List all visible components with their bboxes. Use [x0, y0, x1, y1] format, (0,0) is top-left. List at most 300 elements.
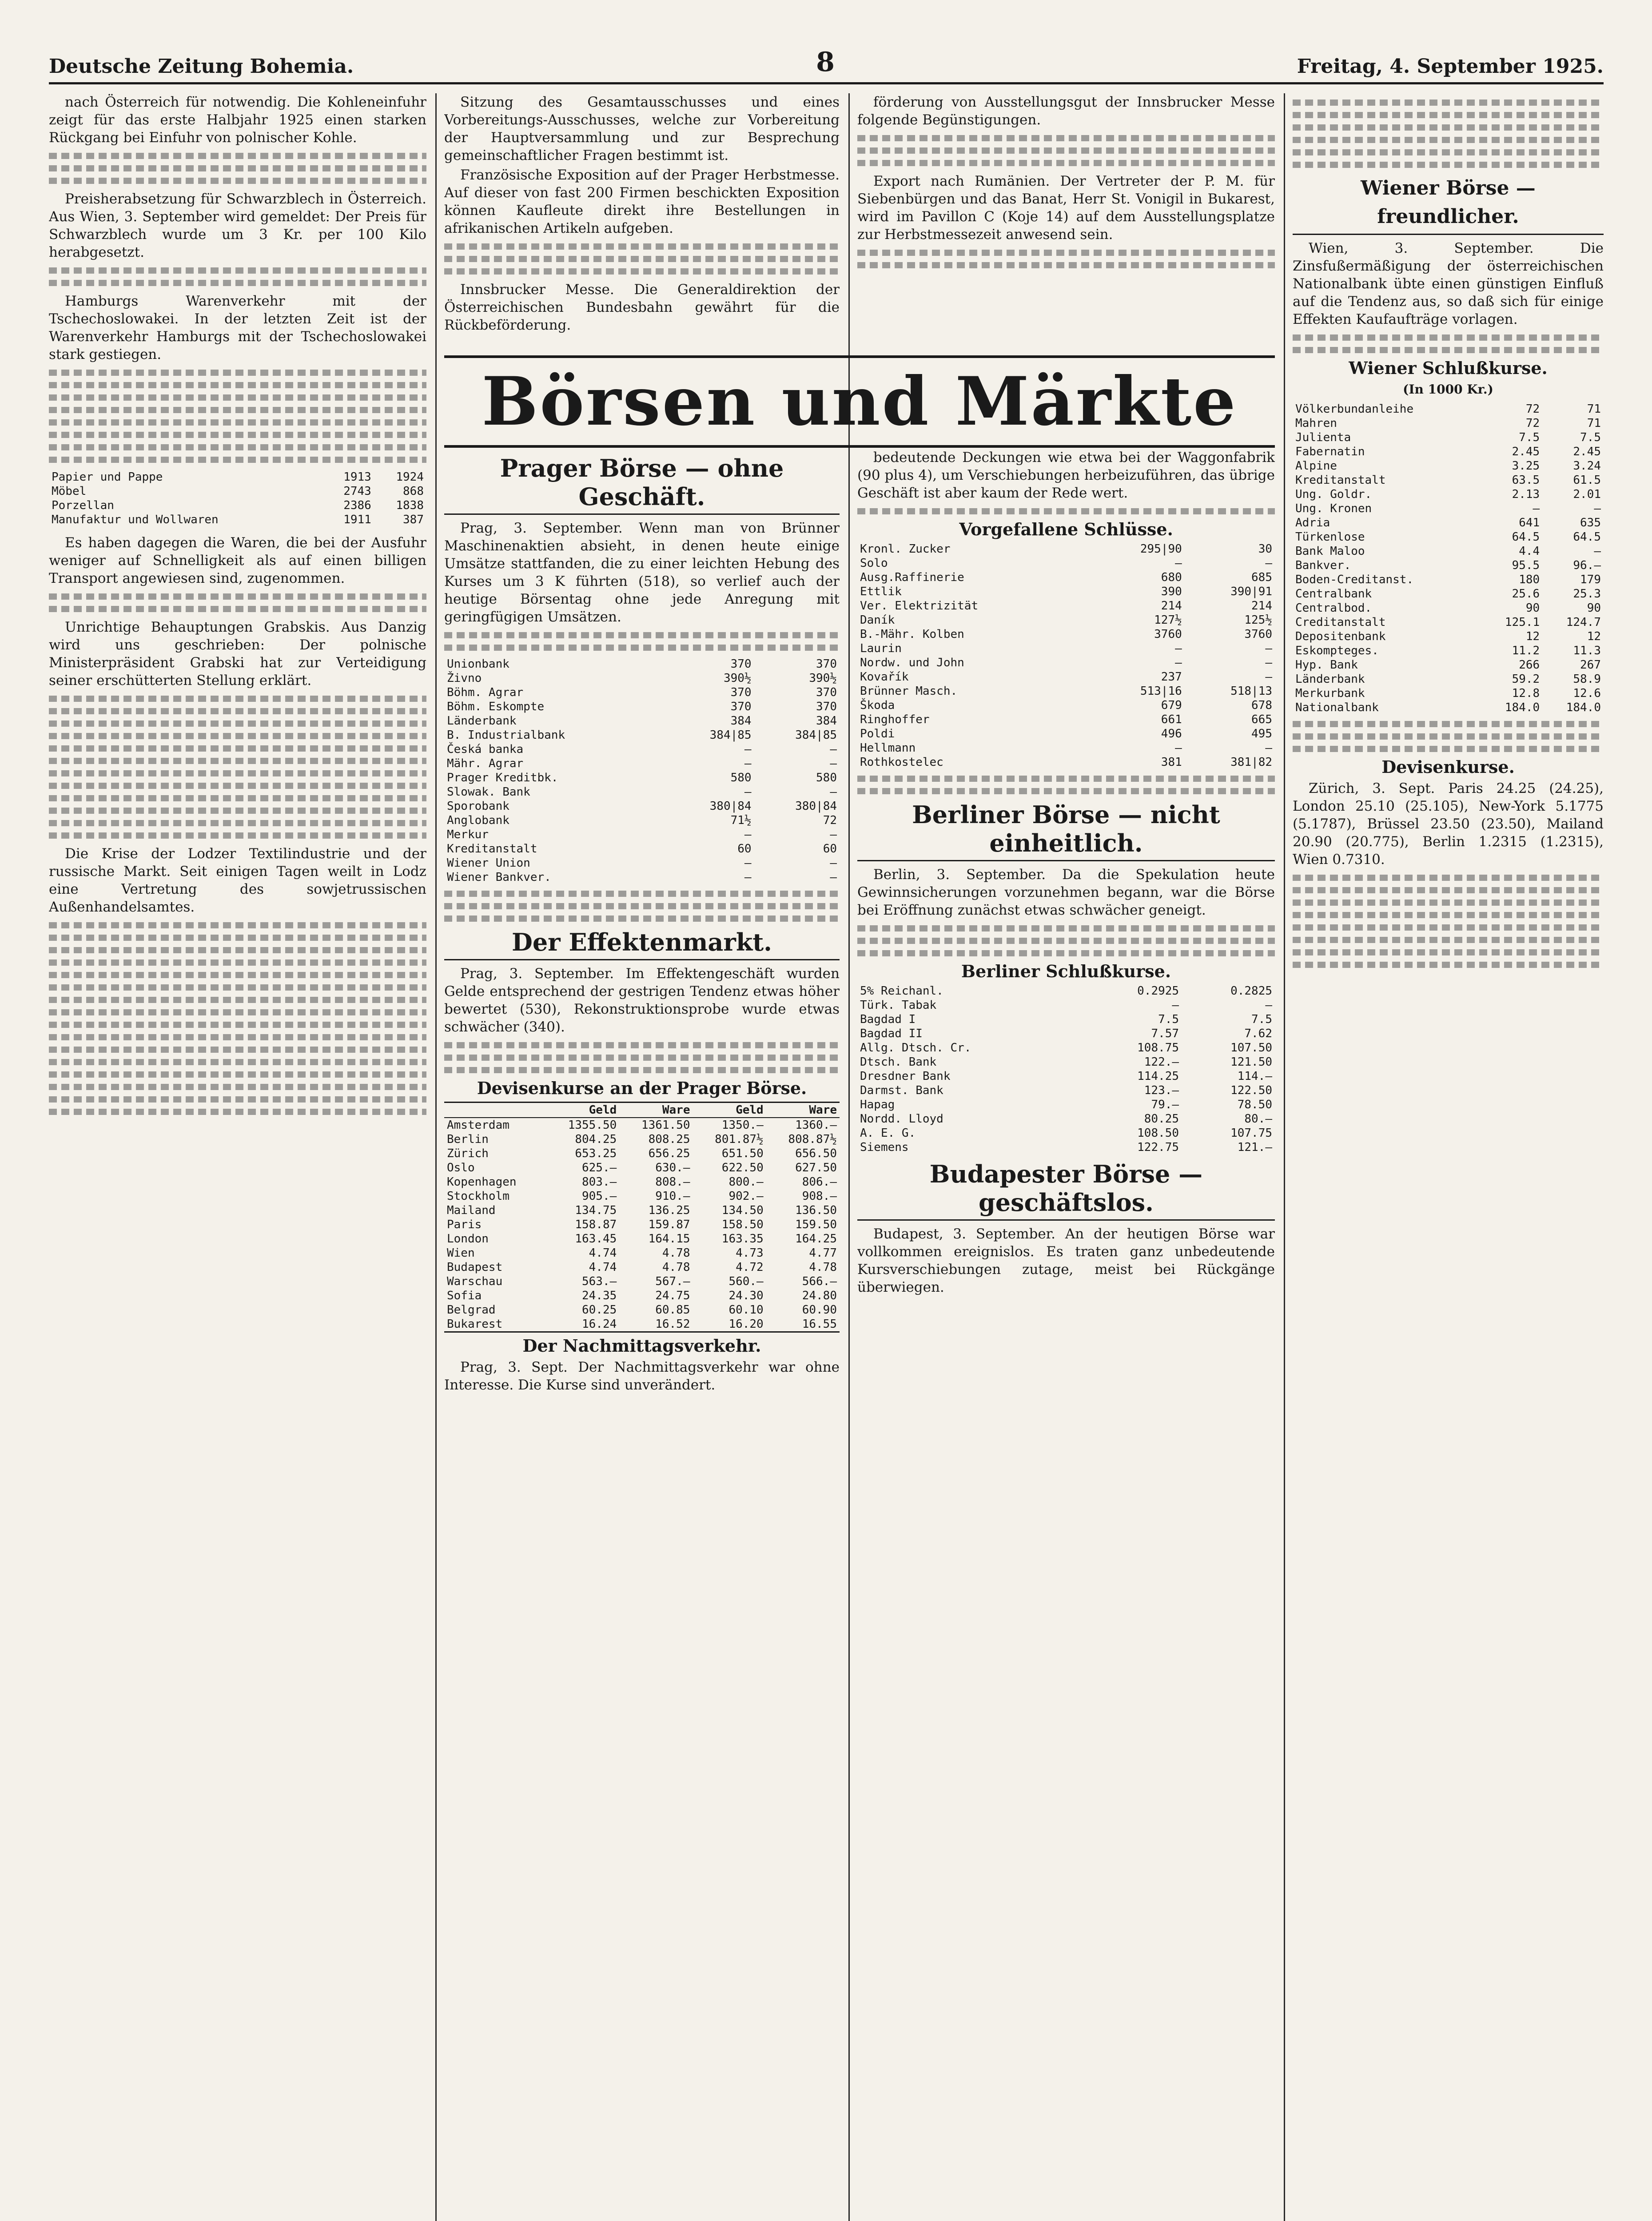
table-cell: 381|82	[1230, 756, 1272, 769]
table-row	[1293, 644, 1604, 658]
table-row	[1293, 601, 1604, 615]
table-cell: 180	[1519, 573, 1540, 586]
table-row	[857, 613, 1275, 627]
table-cell: 653.25	[575, 1147, 617, 1160]
table-cell: 72	[1525, 417, 1540, 430]
table-cell: Rothkostelec	[860, 756, 943, 769]
table-cell: Merkurbank	[1295, 687, 1365, 700]
table-cell: Länderbank	[1295, 673, 1365, 686]
berlin-schluss-heading: Berliner Schlußkurse.	[961, 961, 1171, 981]
table-cell: 72	[823, 814, 837, 827]
table-cell: 567.—	[655, 1275, 690, 1288]
issue-date: Freitag, 4. September 1925.	[1297, 55, 1604, 78]
table-cell: —	[1175, 741, 1182, 755]
table-cell: Sporobank	[447, 800, 510, 813]
table-cell: —	[744, 757, 752, 770]
article-paragraph: Berlin, 3. September. Da die Spekulation heute Gewinnsicherungen vorzunehmen begann, war die Börse bei Eröffnung zunächst etwas schwächer geneigt.	[857, 867, 1275, 918]
table-row	[1293, 587, 1604, 601]
table-cell: 71½	[730, 814, 752, 827]
table-cell: 563.—	[582, 1275, 617, 1288]
table-cell: 1361.50	[641, 1118, 690, 1132]
table-cell: —	[1265, 999, 1272, 1012]
table-row	[444, 771, 840, 785]
table-cell: 12	[1525, 630, 1540, 643]
table-cell: 12	[1587, 630, 1601, 643]
table-cell: Slowak. Bank	[447, 785, 530, 799]
table-cell: 808.—	[655, 1175, 690, 1189]
article-paragraph: Es haben dagegen die Waren, die bei der Ausfuhr weniger auf Schnelligkeit als auf einen billigen Transport angewiesen sind, zugenommen.	[49, 535, 426, 586]
prague-heading: Prager Börse — ohne Geschäft.	[444, 454, 840, 515]
table-cell: 163.45	[575, 1232, 617, 1246]
table-cell: 121.—	[1237, 1141, 1272, 1154]
table-cell: 134.75	[575, 1204, 617, 1217]
table-row	[1293, 487, 1604, 502]
table-row	[1293, 544, 1604, 558]
table-cell: Amsterdam	[447, 1118, 510, 1132]
table-cell: 122.—	[1144, 1055, 1179, 1069]
article-paragraph: Preisherabsetzung für Schwarzblech in Österreich. Aus Wien, 3. September wird gemeldet: Der Preis für Schwarzblech wurde um 3 Kr. per 100 Kilo herabgesetzt.	[49, 191, 426, 260]
table-cell: 90	[1587, 601, 1601, 615]
table-cell: 7.5	[1158, 1013, 1179, 1026]
schluesse-table	[444, 657, 840, 884]
table-row	[444, 785, 840, 799]
berlin-heading: Berliner Börse — nicht einheitlich.	[857, 800, 1275, 861]
table-cell: 295|90	[1140, 542, 1182, 556]
table-cell: 136.50	[795, 1204, 837, 1217]
table-cell: 1355.50	[568, 1118, 617, 1132]
table-row	[1293, 558, 1604, 573]
table-cell: Bagdad I	[860, 1013, 916, 1026]
table-cell: —	[1265, 642, 1272, 655]
table-row	[1293, 502, 1604, 516]
table-cell: 71	[1587, 402, 1601, 416]
table-cell: 806.—	[802, 1175, 837, 1189]
table-cell: 680	[1161, 571, 1182, 584]
table-cell: —	[830, 785, 837, 799]
table-cell: —	[1265, 670, 1272, 684]
table-cell: 808.25	[648, 1133, 690, 1146]
table-cell: 125½	[1244, 613, 1272, 627]
table-row	[857, 556, 1275, 570]
table-cell: 380|84	[709, 800, 752, 813]
table-cell: —	[1172, 999, 1179, 1012]
table-cell: 7.5	[1519, 431, 1540, 444]
table-row	[1293, 658, 1604, 672]
table-cell: 656.25	[648, 1147, 690, 1160]
devisen-table	[444, 1103, 840, 1331]
table-cell: 4.78	[662, 1261, 690, 1274]
table-cell: 158.87	[575, 1218, 617, 1231]
table-cell: Bank Maloo	[1295, 545, 1365, 558]
table-row	[857, 1126, 1275, 1140]
table-cell: 580	[816, 771, 837, 784]
column-3-top	[857, 93, 1275, 351]
table-row	[857, 684, 1275, 698]
table-row	[444, 714, 840, 728]
table-cell: —	[1265, 656, 1272, 669]
table-cell: 370	[730, 686, 752, 699]
table-cell: 635	[1580, 516, 1601, 529]
article-paragraph: Budapest, 3. September. An der heutigen Börse war vollkommen ereignislos. Es traten ganz unbedeutende Kursverschiebungen zutage, meist bei Rückgänge überwiegen.	[857, 1226, 1275, 1295]
table-cell: 513|16	[1140, 685, 1182, 698]
table-cell: Hapag	[860, 1098, 895, 1111]
table-cell: Prager Kreditbk.	[447, 771, 558, 784]
table-cell: 630.—	[655, 1161, 690, 1174]
table-cell: 114.—	[1237, 1070, 1272, 1083]
article-paragraph: Französische Exposition auf der Prager Herbstmesse. Auf dieser von fast 200 Firmen beschickten Exposition können Kaufleute direkt ihre Bestellungen in afrikanischen Artikeln aufgeben.	[444, 167, 840, 236]
table-row	[857, 712, 1275, 727]
column-header: Ware	[766, 1103, 840, 1118]
table-cell: Unionbank	[447, 657, 510, 671]
table-cell: —	[1265, 557, 1272, 570]
table-row	[857, 570, 1275, 585]
table-cell: 60.25	[582, 1303, 617, 1317]
table-cell: 384|85	[795, 728, 837, 742]
table-cell: Hellmann	[860, 741, 916, 755]
table-row	[444, 856, 840, 870]
table-cell: Kreditanstalt	[447, 842, 537, 856]
table-cell: 122.50	[1230, 1084, 1272, 1097]
table-cell: Adria	[1295, 516, 1330, 529]
table-cell: B.-Mähr. Kolben	[860, 628, 964, 641]
column-header	[444, 1103, 546, 1118]
table-cell: Mahren	[1295, 417, 1337, 430]
table-cell: 908.—	[802, 1190, 837, 1203]
table-cell: Poldi	[860, 727, 895, 740]
table-cell: 78.50	[1237, 1098, 1272, 1111]
table-row	[857, 1112, 1275, 1126]
table-cell: Budapest	[447, 1261, 503, 1274]
table-cell: 64.5	[1512, 530, 1540, 544]
column-rule	[1284, 93, 1285, 2221]
table-cell: 560.—	[728, 1275, 764, 1288]
column-header: Geld	[546, 1103, 619, 1118]
table-row: Porzellan 2386 1838	[52, 499, 424, 512]
table-row	[857, 998, 1275, 1012]
table-row	[444, 742, 840, 756]
table-row	[444, 700, 840, 714]
table-cell: 4.73	[736, 1246, 764, 1260]
table-cell: —	[744, 743, 752, 756]
table-cell: 4.74	[589, 1261, 617, 1274]
table-row	[857, 698, 1275, 712]
table-cell: 25.3	[1573, 587, 1601, 601]
table-cell: 566.—	[802, 1275, 837, 1288]
table-cell: 800.—	[728, 1175, 764, 1189]
table-row	[857, 1041, 1275, 1055]
table-cell: Centralbod.	[1295, 601, 1372, 615]
article-paragraph: Export nach Rumänien. Der Vertreter der P. M. für Siebenbürgen und das Banat, Herr St. Vonigil in Bukarest, wird im Pavillon C (Koje 14) auf dem Ausstellungsplatze zur Herbstmessezeit anwesend sein.	[857, 173, 1275, 243]
table-row	[1293, 573, 1604, 587]
table-row	[444, 1260, 840, 1274]
table-cell: 2.13	[1512, 488, 1540, 501]
table-row	[857, 741, 1275, 755]
table-cell: Nordw. und John	[860, 656, 964, 669]
table-cell: Dresdner Bank	[860, 1070, 951, 1083]
table-cell: —	[1175, 656, 1182, 669]
table-cell: 384	[816, 714, 837, 728]
table-cell: 2.01	[1573, 488, 1601, 501]
table-cell: Wien	[447, 1246, 475, 1260]
table-cell: 71	[1587, 417, 1601, 430]
paper-name: Deutsche Zeitung Bohemia.	[49, 55, 354, 78]
article-paragraph: förderung von Ausstellungsgut der Innsbrucker Messe folgende Begünstigungen.	[857, 94, 1275, 128]
table-row	[444, 1232, 840, 1246]
table-cell: 641	[1519, 516, 1540, 529]
table-cell: 60.90	[802, 1303, 837, 1317]
table-cell: 214	[1161, 599, 1182, 613]
table-row	[857, 585, 1275, 599]
table-cell: 12.6	[1573, 687, 1601, 700]
table-cell: 390	[1161, 585, 1182, 598]
table-row	[857, 1069, 1275, 1083]
table-cell: 4.77	[809, 1246, 837, 1260]
table-row	[444, 1203, 840, 1218]
table-cell: 370	[816, 657, 837, 671]
table-cell: 3760	[1244, 628, 1272, 641]
table-cell: 496	[1161, 727, 1182, 740]
table-cell: 4.72	[736, 1261, 764, 1274]
table-cell: Boden-Creditanst.	[1295, 573, 1414, 586]
table-cell: 2.45	[1573, 445, 1601, 458]
table-cell: Eskompteges.	[1295, 644, 1379, 657]
table-row	[1293, 629, 1604, 644]
table-cell: Oslo	[447, 1161, 475, 1174]
table-cell: 60	[823, 842, 837, 856]
table-cell: Creditanstalt	[1295, 616, 1386, 629]
table-row	[444, 813, 840, 828]
table-cell: 380|84	[795, 800, 837, 813]
table-cell: 910.—	[655, 1190, 690, 1203]
article-paragraph: Prag, 3. September. Wenn man von Brünner Maschinenaktien absieht, in denen heute einige Umsätze stattfanden, die zu einer leichten Hebung des Kurses um 3 K führten (518), so verlief auch der heutige Börsentag ohne jede Anregung mit geringfügigen Umsätzen.	[444, 520, 840, 625]
wien-heading: Wiener Börse — freundlicher.	[1293, 174, 1604, 235]
table-cell: Laurin	[860, 642, 902, 655]
table-cell: 266	[1519, 658, 1540, 672]
table-row	[857, 1140, 1275, 1154]
table-cell: 627.50	[795, 1161, 837, 1174]
table-cell: Länderbank	[447, 714, 517, 728]
table-cell: Böhm. Agrar	[447, 686, 524, 699]
table-cell: 518|13	[1230, 685, 1272, 698]
table-cell: 72	[1525, 402, 1540, 416]
table-cell: 804.25	[575, 1133, 617, 1146]
column-header: Ware	[619, 1103, 693, 1118]
table-cell: 159.87	[648, 1218, 690, 1231]
article-paragraph: Unrichtige Behauptungen Grabskis. Aus Danzig wird uns geschrieben: Der polnische Ministerpräsident Grabski hat zur Verteidigung seiner erschütterten Stellung erklärt.	[49, 619, 426, 689]
table-cell: 237	[1161, 670, 1182, 684]
masthead	[49, 49, 1604, 84]
table-row	[1293, 516, 1604, 530]
table-cell: 163.35	[721, 1232, 764, 1246]
table-cell: 390|91	[1230, 585, 1272, 598]
wien-table	[1293, 402, 1604, 715]
table-cell: 63.5	[1512, 474, 1540, 487]
table-cell: 801.87½	[715, 1133, 764, 1146]
column-header: Geld	[693, 1103, 766, 1118]
table-row: Manufaktur und Wollwaren 1911 387	[52, 513, 424, 526]
table-cell: 24.30	[728, 1289, 764, 1302]
table-cell: Kovařík	[860, 670, 909, 684]
prague-section	[444, 449, 840, 2221]
table-row	[1293, 701, 1604, 715]
table-cell: 11.2	[1512, 644, 1540, 657]
table-row	[444, 728, 840, 742]
table-cell: 107.50	[1230, 1041, 1272, 1055]
table-cell: 184.0	[1505, 701, 1540, 714]
table-row	[444, 1118, 840, 1132]
table-row	[444, 870, 840, 884]
table-cell: 124.7	[1566, 616, 1601, 629]
table-cell: 4.4	[1519, 545, 1540, 558]
article-paragraph: Sitzung des Gesamtausschusses und eines Vorbereitungs-Ausschusses, welche zur Vorbereitung der Hauptversammlung und zur Besprechung gemeinschaftlicher Fragen bestimmt ist.	[444, 94, 840, 163]
table-row	[444, 1274, 840, 1289]
table-cell: Bukarest	[447, 1317, 503, 1331]
article-paragraph: bedeutende Deckungen wie etwa bei der Waggonfabrik (90 plus 4), um Verschiebungen herbeizuführen, das übrige Geschäft ist aber kaum der Rede wert.	[857, 450, 1275, 501]
table-cell: —	[1594, 545, 1601, 558]
table-cell: 30	[1258, 542, 1272, 556]
table-row	[444, 1303, 840, 1317]
table-row	[857, 755, 1275, 769]
table-cell: 59.2	[1512, 673, 1540, 686]
table-cell: —	[1175, 557, 1182, 570]
table-cell: 4.74	[589, 1246, 617, 1260]
table-row	[1293, 430, 1604, 445]
table-row	[444, 1161, 840, 1175]
table-cell: Paris	[447, 1218, 482, 1231]
table-cell: 4.78	[809, 1261, 837, 1274]
table-cell: 651.50	[721, 1147, 764, 1160]
table-cell: —	[1533, 502, 1540, 515]
table-row	[444, 671, 840, 685]
table-cell: 384	[730, 714, 752, 728]
section-title: Börsen und Märkte	[444, 355, 1275, 448]
table-cell: Mailand	[447, 1204, 496, 1217]
table-cell: 3.25	[1512, 459, 1540, 473]
table-cell: —	[1175, 642, 1182, 655]
table-cell: 121.50	[1230, 1055, 1272, 1069]
table-cell: 370	[730, 657, 752, 671]
article-paragraph: Hamburgs Warenverkehr mit der Tschechoslowakei. In der letzten Zeit ist der Warenverkehr Hamburgs mit der Tschechoslowakei stark gestiegen.	[49, 293, 426, 362]
table-cell: 108.75	[1137, 1041, 1179, 1055]
table-cell: Völkerbundanleihe	[1295, 402, 1414, 416]
table-cell: 390½	[809, 672, 837, 685]
wien-schluss-sub: (In 1000 Kr.)	[1403, 382, 1493, 397]
table-row	[857, 984, 1275, 998]
table-cell: 127½	[1154, 613, 1182, 627]
table-cell: —	[830, 828, 837, 841]
table-cell: Allg. Dtsch. Cr.	[860, 1041, 971, 1055]
table-cell: 80.—	[1244, 1112, 1272, 1126]
table-cell: 114.25	[1137, 1070, 1179, 1083]
effekten-heading: Der Effektenmarkt.	[444, 928, 840, 960]
table-cell: Stockholm	[447, 1190, 510, 1203]
table-cell: 679	[1161, 699, 1182, 712]
table-cell: Böhm. Eskompte	[447, 700, 545, 713]
table-row	[1293, 459, 1604, 473]
table-row: Papier und Pappe 1913 1924	[52, 470, 424, 484]
table-row	[444, 1175, 840, 1189]
table-cell: 25.6	[1512, 587, 1540, 601]
table-cell: Ver. Elektrizität	[860, 599, 979, 613]
table-cell: 495	[1251, 727, 1272, 740]
table-row	[1293, 473, 1604, 487]
table-cell: 267	[1580, 658, 1601, 672]
table-cell: Daník	[860, 613, 895, 627]
table-row	[444, 1317, 840, 1331]
table-cell: 96.—	[1573, 559, 1601, 572]
table-cell: Fabernatin	[1295, 445, 1365, 458]
table-cell: 164.15	[648, 1232, 690, 1246]
table-row	[857, 599, 1275, 613]
schluesse-table-2	[857, 542, 1275, 769]
trade-table	[49, 470, 426, 527]
table-row	[444, 799, 840, 813]
table-cell: Ettlik	[860, 585, 902, 598]
table-row	[444, 1218, 840, 1232]
table-row	[444, 685, 840, 700]
table-cell: 625.—	[582, 1161, 617, 1174]
table-row	[1293, 686, 1604, 701]
table-cell: 656.50	[795, 1147, 837, 1160]
column-rule	[435, 93, 437, 2221]
table-cell: 808.87½	[788, 1133, 837, 1146]
devisenkurse-heading: Devisenkurse.	[1381, 757, 1515, 777]
column-1	[49, 93, 426, 2221]
table-cell: Türk. Tabak	[860, 999, 937, 1012]
table-cell: Kopenhagen	[447, 1175, 517, 1189]
table-cell: 390½	[723, 672, 752, 685]
table-cell: Anglobank	[447, 814, 510, 827]
table-cell: A. E. G.	[860, 1126, 916, 1140]
table-cell: —	[1594, 502, 1601, 515]
table-cell: Mähr. Agrar	[447, 757, 524, 770]
table-row	[857, 627, 1275, 641]
table-cell: —	[830, 856, 837, 870]
table-cell: 370	[816, 686, 837, 699]
table-cell: 61.5	[1573, 474, 1601, 487]
table-cell: 905.—	[582, 1190, 617, 1203]
table-cell: 16.24	[582, 1317, 617, 1331]
table-cell: —	[744, 828, 752, 841]
page-number: 8	[816, 47, 835, 78]
table-cell: 665	[1251, 713, 1272, 726]
table-cell: Kreditanstalt	[1295, 474, 1386, 487]
table-cell: 90	[1525, 601, 1540, 615]
table-row	[444, 1246, 840, 1260]
table-row	[857, 1027, 1275, 1041]
table-cell: 79.—	[1151, 1098, 1179, 1111]
table-row	[444, 657, 840, 671]
table-cell: Belgrad	[447, 1303, 496, 1317]
table-cell: —	[744, 871, 752, 884]
table-cell: 16.55	[802, 1317, 837, 1331]
table-cell: Ung. Goldr.	[1295, 488, 1372, 501]
table-cell: Česká banka	[447, 743, 524, 756]
table-row	[1293, 530, 1604, 544]
table-cell: —	[1265, 741, 1272, 755]
table-cell: 384|85	[709, 728, 752, 742]
table-row	[1293, 615, 1604, 629]
table-cell: 5% Reichanl.	[860, 984, 943, 998]
table-cell: Ausg.Raffinerie	[860, 571, 964, 584]
berlin-table	[857, 984, 1275, 1154]
table-row	[857, 727, 1275, 741]
table-cell: 24.75	[655, 1289, 690, 1302]
table-cell: 95.5	[1512, 559, 1540, 572]
table-cell: —	[830, 871, 837, 884]
table-cell: Türkenlose	[1295, 530, 1365, 544]
table-cell: B. Industrialbank	[447, 728, 565, 742]
